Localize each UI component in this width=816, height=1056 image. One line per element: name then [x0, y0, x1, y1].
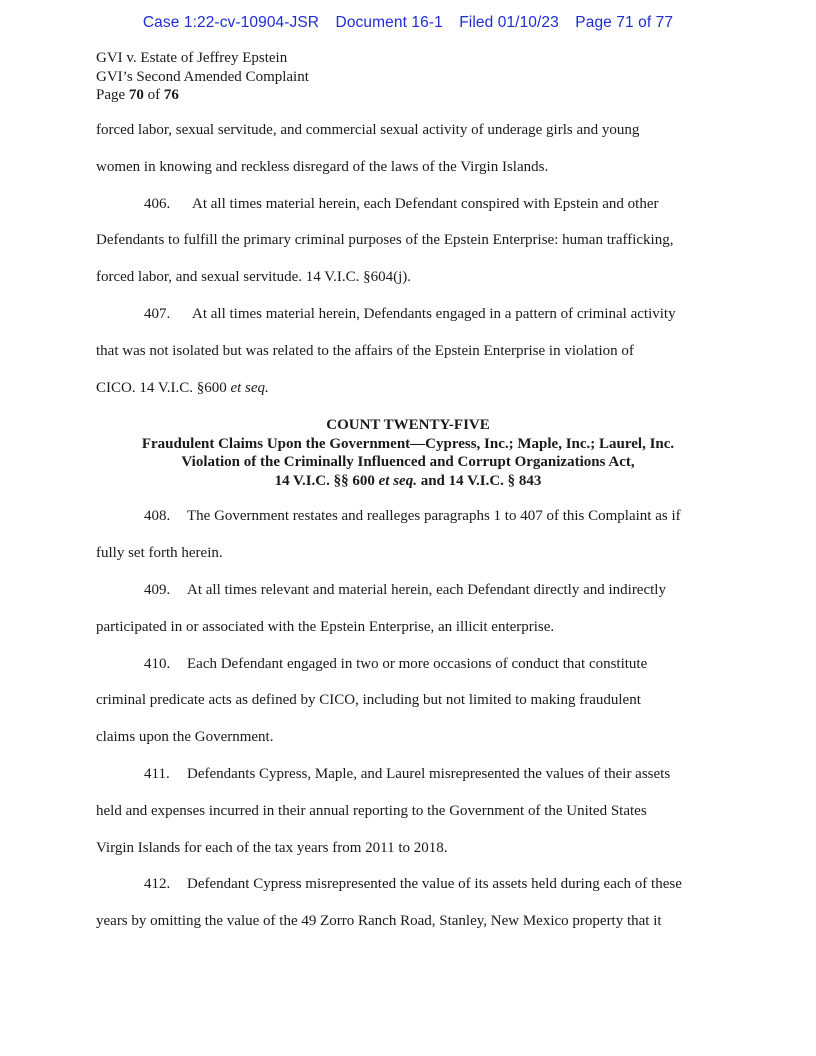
paragraph-407	[144, 306, 676, 323]
paragraph-number: 409.	[144, 582, 171, 598]
text-line: forced labor, sexual servitude, and commercial sexual activity of underage girls and young	[96, 122, 640, 138]
count-subtitle: Fraudulent Claims Upon the Government—Cypress, Inc.; Maple, Inc.; Laurel, Inc.	[141, 435, 675, 452]
page-of: of	[143, 87, 164, 103]
paragraph-text: At all times relevant and material herein, each Defendant directly and indirectly	[187, 582, 666, 598]
filed-date: Filed 01/10/23	[459, 14, 559, 31]
text-line: Virgin Islands for each of the tax years from 2011 to 2018.	[96, 840, 448, 856]
paragraph-409	[144, 582, 666, 599]
case-number: Case 1:22-cv-10904-JSR	[142, 14, 320, 31]
paragraph-number: 410.	[144, 656, 171, 672]
text-line: participated in or associated with the Epstein Enterprise, an illicit enterprise.	[96, 619, 555, 635]
paragraph-406	[144, 196, 659, 213]
paragraph-text: At all times material herein, Defendants engaged in a pattern of criminal activity	[192, 306, 676, 322]
document-caption	[96, 49, 309, 105]
text-line: women in knowing and reckless disregard of the laws of the Virgin Islands.	[96, 159, 549, 175]
text-line: forced labor, and sexual servitude. 14 V.I.C. §604(j).	[96, 269, 412, 285]
paragraph-number: 412.	[144, 876, 171, 892]
paragraph-411	[144, 766, 670, 783]
case-header-stamp	[0, 14, 816, 32]
page-count: Page 71 of 77	[575, 14, 674, 31]
count-statute	[96, 472, 720, 491]
paragraph-number: 406.	[144, 196, 171, 212]
count-title: COUNT TWENTY-FIVE	[326, 417, 490, 433]
text-line: years by omitting the value of the 49 Zorro Ranch Road, Stanley, New Mexico property that it	[96, 913, 662, 929]
page-number: 70	[128, 87, 144, 103]
statute-text-end: and 14 V.I.C. § 843	[416, 472, 542, 489]
text-line: held and expenses incurred in their annual reporting to the Government of the United States	[96, 803, 647, 819]
citation-italic: et seq.	[230, 380, 269, 396]
citation-text: CICO. 14 V.I.C. §600	[96, 380, 231, 396]
document-number: Document 16-1	[335, 14, 443, 31]
paragraph-text: The Government restates and realleges paragraphs 1 to 407 of this Complaint as if	[187, 508, 681, 524]
paragraph-number: 407.	[144, 306, 171, 322]
text-line: fully set forth herein.	[96, 545, 223, 561]
text-line: Defendants to fulfill the primary criminal purposes of the Epstein Enterprise: human trafficking,	[96, 232, 674, 248]
paragraph-text: Each Defendant engaged in two or more occasions of conduct that constitute	[187, 656, 648, 672]
caption-case-title: GVI v. Estate of Jeffrey Epstein	[96, 50, 288, 66]
paragraph-number: 411.	[144, 766, 170, 782]
count-violation: Violation of the Criminally Influenced and Corrupt Organizations Act,	[181, 454, 635, 470]
caption-page-number	[96, 86, 309, 105]
paragraph-number: 408.	[144, 508, 171, 524]
page-prefix: Page	[96, 87, 129, 103]
text-line: criminal predicate acts as defined by CICO, including but not limited to making fraudulent	[96, 692, 641, 708]
text-line: that was not isolated but was related to the affairs of the Epstein Enterprise in violation of	[96, 343, 634, 359]
count-heading	[96, 416, 720, 490]
text-line	[96, 380, 269, 397]
paragraph-408	[144, 508, 681, 525]
page-total: 76	[163, 87, 179, 103]
statute-italic: et seq.	[378, 472, 417, 489]
statute-text: 14 V.I.C. §§ 600	[274, 472, 379, 489]
paragraph-text: At all times material herein, each Defendant conspired with Epstein and other	[192, 196, 659, 212]
paragraph-412	[144, 876, 682, 893]
paragraph-text: Defendants Cypress, Maple, and Laurel misrepresented the values of their assets	[187, 766, 671, 782]
text-line: claims upon the Government.	[96, 729, 274, 745]
paragraph-410	[144, 656, 647, 673]
caption-document-title: GVI’s Second Amended Complaint	[96, 68, 309, 85]
paragraph-text: Defendant Cypress misrepresented the value of its assets held during each of these	[187, 876, 682, 892]
